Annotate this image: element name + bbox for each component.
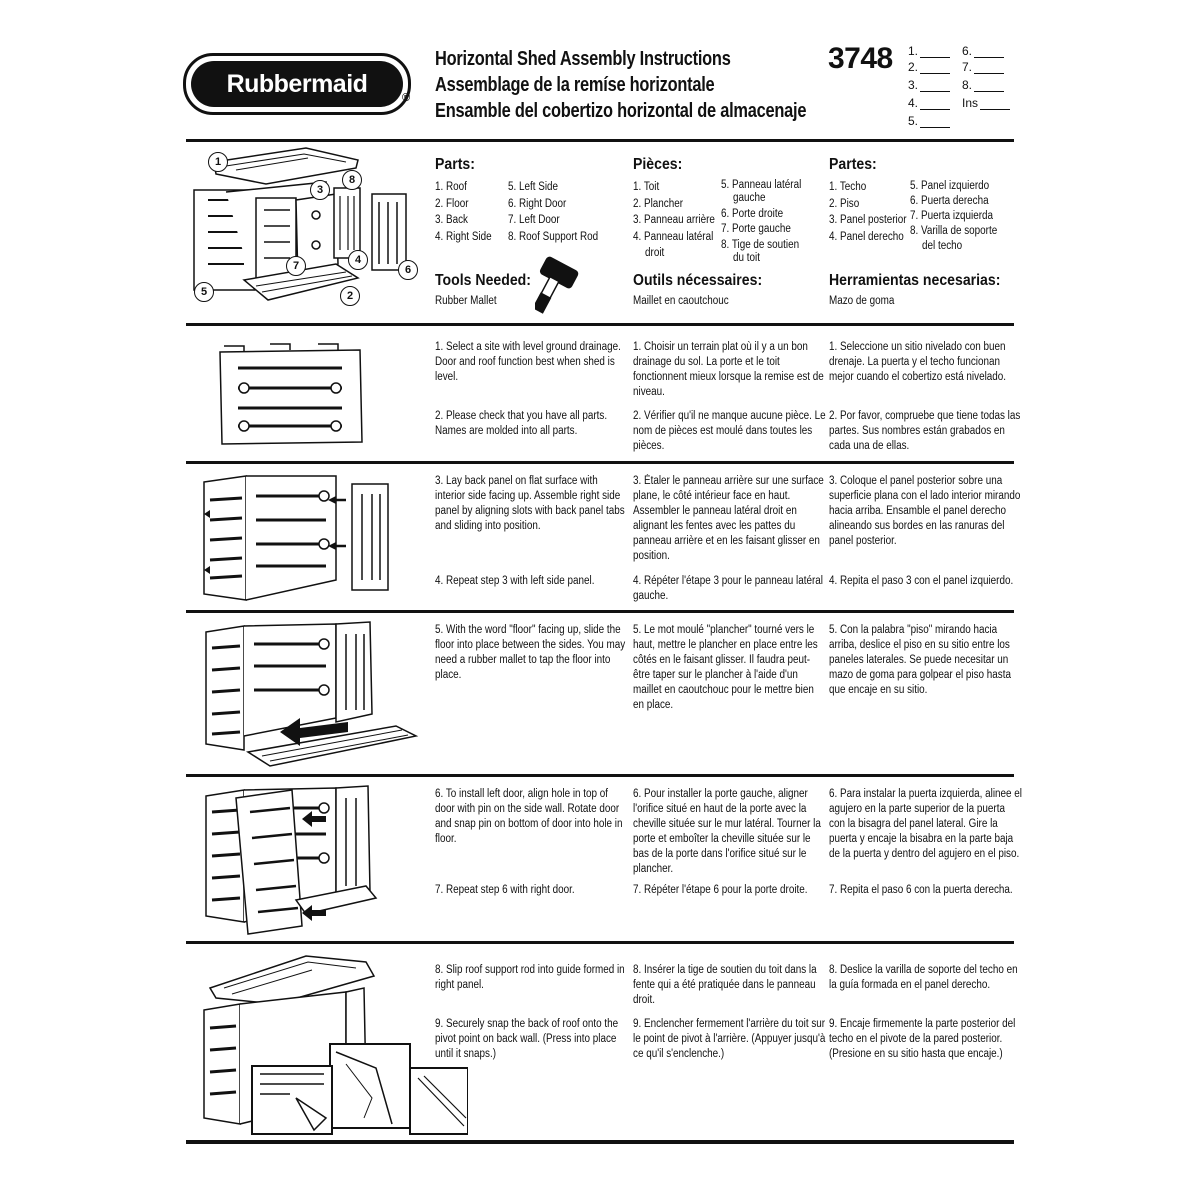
part-item: 5. Panel izquierdo — [910, 180, 990, 192]
step-4-fr: 4. Répéter l'étape 3 pour le panneau latéral gauche. — [633, 575, 823, 602]
part-item: 6. Puerta derecha — [910, 195, 989, 207]
model-number: 3748 — [828, 42, 893, 75]
step-3-fr: 3. Étaler le panneau arrière sur une surface plane, le côté intérieur face en haut. Assembler le panneau latéral droit en alignant les fentes avec les pattes du panneau arrière et en les faisant glisser en position. — [633, 475, 824, 562]
part-item: 7. Left Door — [508, 214, 560, 226]
divider — [186, 461, 1014, 464]
divider — [186, 941, 1014, 944]
divider — [186, 610, 1014, 613]
title-en: Horizontal Shed Assembly Instructions — [435, 48, 731, 70]
callout: 7 — [286, 256, 306, 276]
tools-es: Mazo de goma — [829, 295, 895, 307]
step-2-en: 2. Please check that you have all parts. Names are molded into all parts. — [435, 410, 608, 437]
part-item: 8. Varilla de soporte — [910, 225, 998, 237]
step-3-es: 3. Coloque el panel posterior sobre una superficie plana con el lado interior mirando hacia arriba. Ensamble el panel derecho alineando sus bordes en las ranuras del panel posterior. — [829, 475, 1021, 547]
step-8-fr: 8. Insérer la tige de soutien du toit dans la fente qui a été pratiquée dans le panneau droit. — [633, 964, 817, 1006]
parts-list-es-col2 — [910, 179, 997, 254]
part-item: gauche — [733, 191, 766, 204]
part-item: 3. Panel posterior — [829, 214, 907, 226]
step-1-es: 1. Seleccione un sitio nivelado con buen drenaje. La puerta y el techo funcionan mejor cuando el cobertizo está nivelado. — [829, 341, 1007, 383]
checklist-item: 5. — [908, 114, 950, 128]
part-item: 2. Plancher — [633, 197, 684, 210]
step-7-fr: 7. Répéter l'étape 6 pour la porte droite. — [633, 884, 808, 896]
step-7-es: 7. Repita el paso 6 con la puerta derecha. — [829, 884, 1013, 896]
part-item: 4. Right Side — [435, 230, 492, 243]
step-3-en: 3. Lay back panel on flat surface with interior side facing up. Assemble right side panel by aligning slots with back panel tabs and sliding into position. — [435, 475, 625, 532]
part-item: 2. Floor — [435, 197, 469, 210]
part-item: 1. Toit — [633, 181, 660, 193]
part-item: 3. Back — [435, 214, 468, 226]
step-9-en: 9. Securely snap the back of roof onto the pivot point on back wall. (Press into place until it snaps.) — [435, 1018, 619, 1060]
part-item: del techo — [922, 240, 963, 252]
step-7-en: 7. Repeat step 6 with right door. — [435, 884, 575, 896]
door-install-illustration — [196, 782, 386, 938]
divider — [186, 323, 1014, 326]
parts-heading-es: Partes: — [829, 156, 877, 173]
part-item: 5. Panneau latéral — [721, 179, 802, 191]
tools-heading-fr: Outils nécessaires: — [633, 272, 763, 289]
checklist-item: Ins — [962, 96, 1010, 110]
divider — [186, 774, 1014, 777]
parts-list-en-col2 — [508, 179, 598, 245]
step-8-es: 8. Deslice la varilla de soporte del techo en la guía formada en el panel derecho. — [829, 964, 1018, 991]
checklist-item: 2. — [908, 60, 950, 74]
step-5-es: 5. Con la palabra "piso" mirando hacia arriba, deslice el piso en su sitio entre los paneles laterales. Se puede necesitar un mazo de goma para golpear el piso hasta que encaje en su sitio. — [829, 624, 1011, 696]
mallet-icon — [535, 255, 605, 315]
part-item: droit — [645, 247, 665, 259]
part-item: 7. Porte gauche — [721, 223, 791, 236]
parts-heading-fr: Pièces: — [633, 156, 683, 173]
step-6-fr: 6. Pour installer la porte gauche, aligner l'orifice situé en haut de la porte avec la cheville située sur le mur latéral. Tourner la porte et emboîter la cheville située sur le bas de la porte dans l'orifice situé sur le plancher. — [633, 788, 821, 875]
parts-list-fr-col1 — [633, 179, 715, 262]
floor-slide-illustration — [196, 618, 426, 770]
brand-name: Rubbermaid — [191, 61, 403, 107]
parts-list-es-col1 — [829, 179, 907, 245]
part-item: 8. Tige de soutien — [721, 239, 800, 252]
back-panel-illustration — [210, 340, 370, 452]
callout: 1 — [208, 152, 228, 172]
part-item: 6. Right Door — [508, 197, 567, 210]
part-item: 4. Panneau latéral — [633, 230, 714, 243]
step-4-es: 4. Repita el paso 3 con el panel izquierdo. — [829, 575, 1014, 587]
step-4-en: 4. Repeat step 3 with left side panel. — [435, 575, 595, 587]
checklist-item: 8. — [962, 78, 1004, 92]
callout: 3 — [310, 180, 330, 200]
checklist-item: 6. — [962, 44, 1004, 58]
step-8-en: 8. Slip roof support rod into guide formed in right panel. — [435, 964, 625, 991]
callout: 8 — [342, 170, 362, 190]
rubbermaid-logo — [183, 53, 411, 115]
side-panel-assembly-illustration — [196, 470, 396, 606]
callout: 2 — [340, 286, 360, 306]
step-1-en: 1. Select a site with level ground drainage. Door and roof function best when shed is level. — [435, 341, 621, 383]
part-item: 4. Panel derecho — [829, 230, 904, 243]
step-9-fr: 9. Enclencher fermement l'arrière du toit sur le point de pivot à l'arrière. (Appuyer jusqu'à ce qu'il s'enclenche.) — [633, 1018, 826, 1060]
parts-list-fr-col2 — [721, 179, 801, 265]
roof-install-illustration — [196, 948, 468, 1138]
callout: 6 — [398, 260, 418, 280]
part-item: 1. Roof — [435, 181, 467, 193]
tools-en: Rubber Mallet — [435, 295, 497, 307]
part-item: du toit — [733, 251, 760, 264]
tools-heading-es: Herramientas necesarias: — [829, 272, 1001, 289]
callout: 4 — [348, 250, 368, 270]
title-es: Ensamble del cobertizo horizontal de almacenaje — [435, 100, 807, 122]
step-5-fr: 5. Le mot moulé "plancher" tourné vers le haut, mettre le plancher en place entre les côtés en le faisant glisser. Il faudra peut-être taper sur le plancher à l'aide d'un maillet en caoutchouc pour le mettre bien en place. — [633, 624, 818, 711]
step-1-fr: 1. Choisir un terrain plat où il y a un bon drainage du sol. La porte et le toit fonctionnent mieux lorsque la remise est de niveau. — [633, 341, 824, 398]
part-item: 8. Roof Support Rod — [508, 230, 599, 243]
registered-mark: ® — [402, 92, 411, 104]
step-2-es: 2. Por favor, compruebe que tiene todas las partes. Sus nombres están grabados en cada una de ellas. — [829, 410, 1021, 452]
checklist-item: 7. — [962, 60, 1004, 74]
part-item: 5. Left Side — [508, 181, 559, 193]
divider — [186, 1140, 1014, 1144]
tools-heading-en: Tools Needed: — [435, 272, 531, 289]
step-5-en: 5. With the word "floor" facing up, slide the floor into place between the sides. You may need a rubber mallet to tap the floor into place. — [435, 624, 626, 681]
step-9-es: 9. Encaje firmemente la parte posterior del techo en el pivote de la pared posterior. (Presione en su sitio hasta que encaje.) — [829, 1018, 1016, 1060]
checklist-item: 3. — [908, 78, 950, 92]
step-6-en: 6. To install left door, align hole in top of door with pin on the side wall. Rotate door and snap pin on bottom of door into hole in floor. — [435, 788, 623, 845]
step-2-fr: 2. Vérifier qu'il ne manque aucune pièce. Le nom de pièces est moulé dans toutes les pièces. — [633, 410, 826, 452]
title-fr: Assemblage de la remíse horizontale — [435, 74, 715, 96]
parts-list-en-col1 — [435, 179, 492, 245]
part-item: 3. Panneau arrière — [633, 214, 715, 226]
checklist-item: 1. — [908, 44, 950, 58]
checklist-item: 4. — [908, 96, 950, 110]
part-item: 2. Piso — [829, 197, 860, 210]
part-item: 6. Porte droite — [721, 207, 784, 220]
callout: 5 — [194, 282, 214, 302]
part-item: 7. Puerta izquierda — [910, 210, 994, 222]
parts-heading-en: Parts: — [435, 156, 475, 173]
exploded-parts-illustration — [186, 140, 426, 320]
step-6-es: 6. Para instalar la puerta izquierda, alinee el agujero en la parte superior de la puerta con la bisagra del panel lateral. Gire la puerta y encaje la bisabra en la parte baja de la puerta y dentro del agujero en el piso. — [829, 788, 1022, 860]
tools-fr: Maillet en caoutchouc — [633, 295, 729, 307]
part-item: 1. Techo — [829, 181, 867, 193]
